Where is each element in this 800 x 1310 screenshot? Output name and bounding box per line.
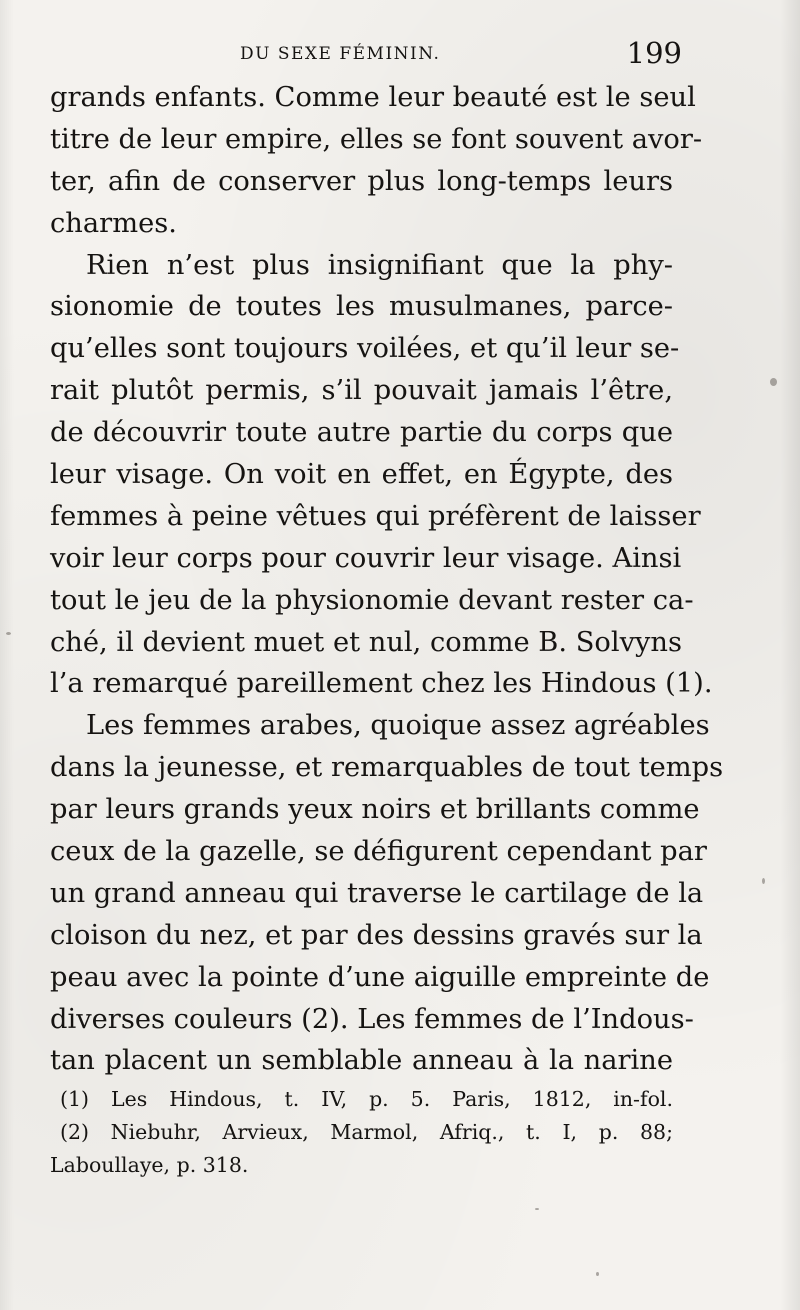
text-line: grands enfants. Comme leur beauté est le seul: [50, 82, 696, 113]
text-line: cloison du nez, et par des dessins gravés sur la: [50, 919, 703, 951]
text-line: leur visage. On voit en effet, en Égypte, des: [50, 459, 673, 491]
footnote-2: (2) Niebuhr, Arvieux, Marmol, Afriq., t. I, p. 88;: [60, 1120, 673, 1144]
text-line: rait plutôt permis, s’il pouvait jamais l’être,: [50, 375, 673, 407]
running-head: [50, 36, 680, 76]
text-line: l’a remarqué pareillement chez les Hindous (1).: [50, 668, 713, 700]
text-line: charmes.: [50, 207, 177, 239]
paper-speck: [770, 378, 777, 386]
text-line: tan placent un semblable anneau à la narine: [50, 1045, 673, 1077]
text-line: diverses couleurs (2). Les femmes de l’Indous-: [50, 1003, 694, 1035]
footnote-1: (1) Les Hindous, t. IV, p. 5. Paris, 1812, in-fol.: [60, 1087, 673, 1111]
text-line: titre de leur empire, elles se font souvent avor-: [50, 123, 703, 155]
text-line: par leurs grands yeux noirs et brillants comme: [50, 794, 700, 826]
text-line: ter, afin de conserver plus long-temps leurs: [50, 165, 673, 197]
text-line: Rien n’est plus insignifiant que la phy-: [86, 249, 673, 281]
text-line: tout le jeu de la physionomie devant rester ca-: [50, 584, 694, 616]
paper-speck: [6, 632, 11, 635]
text-line: un grand anneau qui traverse le cartilage de la: [50, 877, 704, 909]
text-line: dans la jeunesse, et remarquables de tout temps: [50, 752, 724, 784]
running-title: DU SEXE FÉMININ.: [240, 44, 441, 64]
text-line: qu’elles sont toujours voilées, et qu’il leur se-: [50, 333, 680, 365]
footnotes: [50, 1083, 673, 1182]
text-line: femmes à peine vêtues qui préfèrent de laisser: [50, 500, 701, 532]
body-text: [50, 77, 724, 1082]
text-line: ché, il devient muet et nul, comme B. Solvyns: [50, 626, 683, 658]
text-line: peau avec la pointe d’une aiguille empreinte de: [50, 961, 710, 993]
text-line: ceux de la gazelle, se défigurent cependant par: [50, 836, 707, 868]
page-number: 199: [626, 36, 682, 70]
text-line: Les femmes arabes, quoique assez agréables: [86, 710, 710, 742]
paper-speck: [535, 1208, 539, 1210]
text-line: sionomie de toutes les musulmanes, parce-: [50, 291, 673, 323]
footnote-2-continuation: Laboullaye, p. 318.: [50, 1153, 249, 1177]
paper-speck: [596, 1272, 599, 1276]
text-line: voir leur corps pour couvrir leur visage. Ainsi: [50, 542, 682, 574]
text-line: de découvrir toute autre partie du corps que: [50, 417, 673, 449]
paper-speck: [762, 878, 765, 884]
